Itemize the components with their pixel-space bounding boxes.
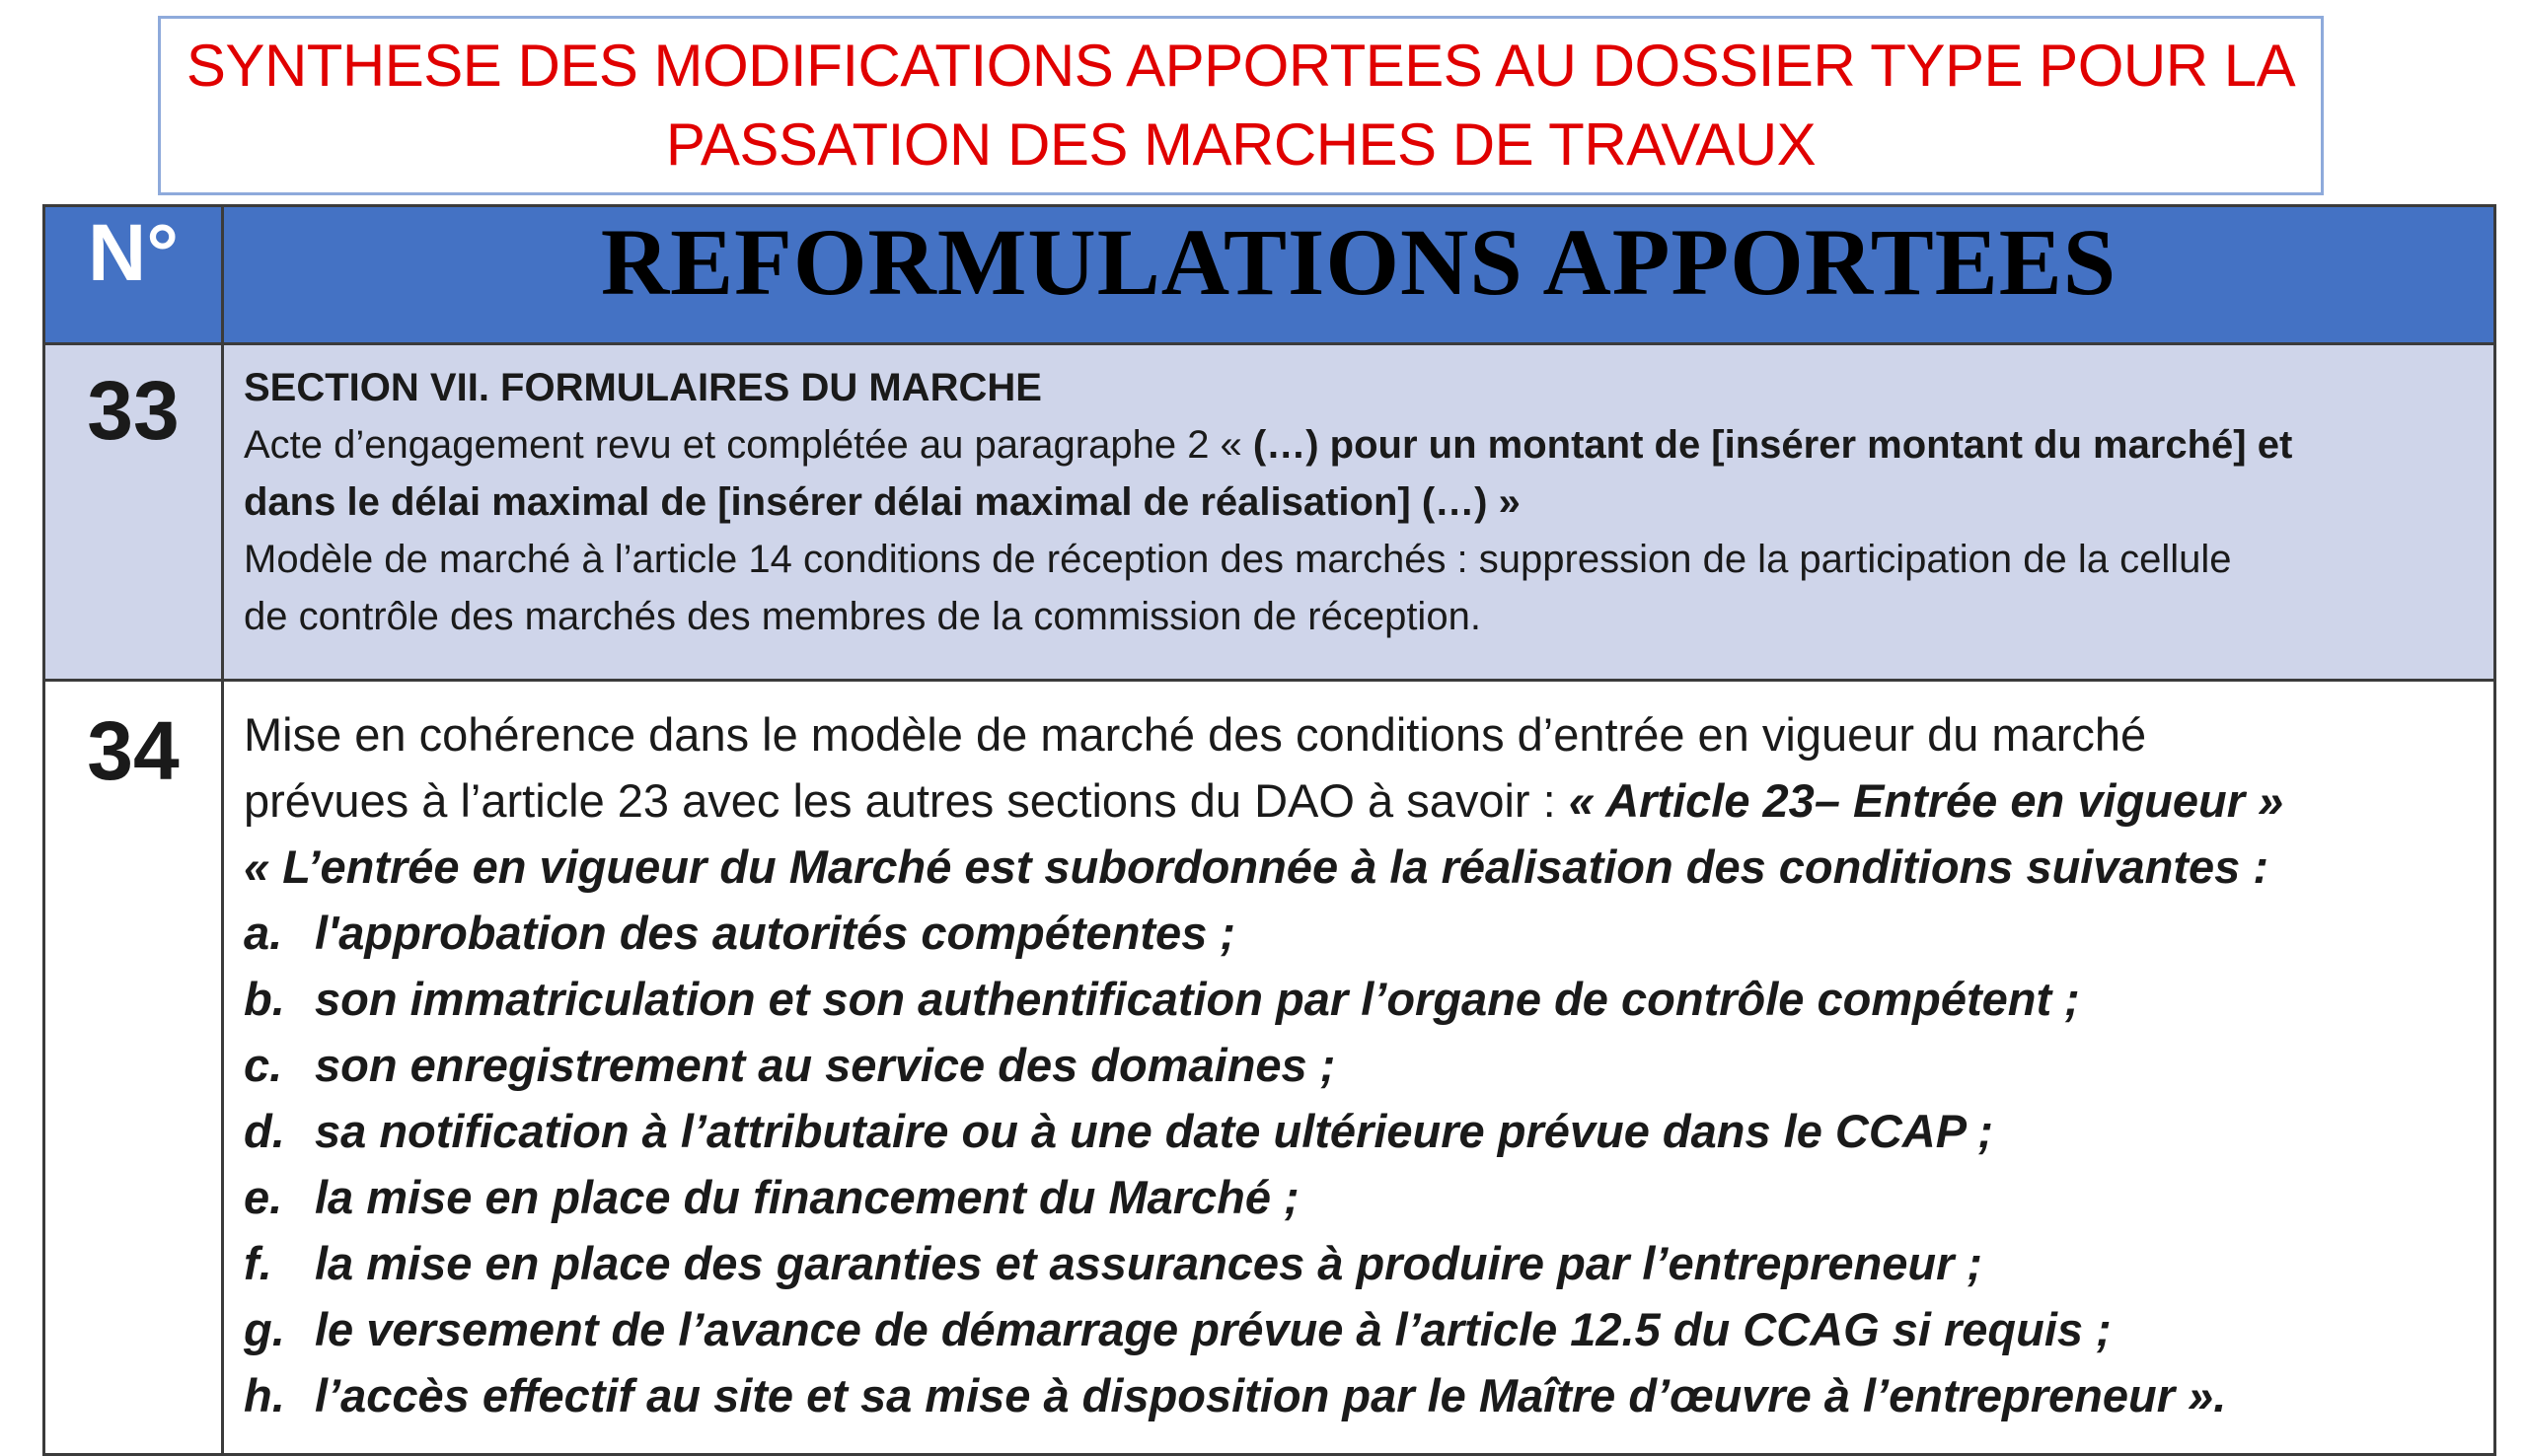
reformulations-table xyxy=(42,204,2496,1456)
condition-text: l’accès effectif au site et sa mise à disposition par le Maître d’œuvre à l’entrepreneur ». xyxy=(315,1369,2227,1421)
condition-letter: b. xyxy=(244,973,285,1025)
condition-letter: c. xyxy=(244,1039,283,1091)
condition-item xyxy=(244,1296,2474,1362)
row-number-33: 33 xyxy=(44,344,223,681)
paragraph-acte-engagement-line-2 xyxy=(244,473,2474,531)
title-line-1: SYNTHESE DES MODIFICATIONS APPORTEES AU DOSSIER TYPE POUR LA xyxy=(186,33,2296,99)
intro-line-2-text: prévues à l’article 23 avec les autres sections du DAO à savoir : xyxy=(244,774,1569,827)
condition-item xyxy=(244,1230,2474,1296)
condition-letter: f. xyxy=(244,1237,272,1289)
header-number: N° xyxy=(44,206,223,344)
condition-item xyxy=(244,1362,2474,1428)
title-box xyxy=(158,16,2324,195)
condition-item xyxy=(244,1098,2474,1164)
condition-text: son enregistrement au service des domaines ; xyxy=(315,1039,1336,1091)
condition-text: le versement de l’avance de démarrage prévue à l’article 12.5 du CCAG si requis ; xyxy=(315,1303,2112,1355)
table-header-row xyxy=(44,206,2495,344)
condition-letter: d. xyxy=(244,1105,285,1157)
acte-engagement-quote-a: (…) pour un montant de [insérer montant du marché] et xyxy=(1252,423,2293,467)
conditions-list xyxy=(244,900,2474,1428)
condition-text: l'approbation des autorités compétentes ; xyxy=(315,907,1236,959)
row-content-34 xyxy=(223,681,2495,1455)
intro-line-1: Mise en cohérence dans le modèle de marché des conditions d’entrée en vigueur du marché xyxy=(244,708,2147,761)
header-title: REFORMULATIONS APPORTEES xyxy=(223,206,2495,344)
condition-item xyxy=(244,900,2474,966)
table-row-33 xyxy=(44,344,2495,681)
condition-letter: h. xyxy=(244,1369,285,1421)
row-content-33 xyxy=(223,344,2495,681)
condition-letter: a. xyxy=(244,907,283,959)
paragraph-modele-marche-line-1: Modèle de marché à l’article 14 conditions de réception des marchés : suppression de la participation de la cellule xyxy=(244,538,2232,581)
row-number-34: 34 xyxy=(44,681,223,1455)
table-row-34 xyxy=(44,681,2495,1455)
condition-letter: e. xyxy=(244,1171,283,1223)
acte-engagement-text: Acte d’engagement revu et complétée au paragraphe 2 « xyxy=(244,423,1253,467)
conditions-quote: « L’entrée en vigueur du Marché est subordonnée à la réalisation des conditions suivantes : xyxy=(244,840,2268,893)
condition-text: la mise en place du financement du Marché ; xyxy=(315,1171,1300,1223)
title-line-2: PASSATION DES MARCHES DE TRAVAUX xyxy=(665,111,1817,178)
condition-item xyxy=(244,1032,2474,1098)
article-23-title: « Article 23– Entrée en vigueur » xyxy=(1568,774,2284,827)
condition-text: sa notification à l’attributaire ou à une date ultérieure prévue dans le CCAP ; xyxy=(315,1105,1994,1157)
intro-line-2 xyxy=(244,767,2474,834)
paragraph-acte-engagement-line-1 xyxy=(244,416,2474,473)
section-title: SECTION VII. FORMULAIRES DU MARCHE xyxy=(244,366,1042,409)
acte-engagement-quote-b: dans le délai maximal de [insérer délai maximal de réalisation] (…) » xyxy=(244,480,1521,524)
condition-text: la mise en place des garanties et assurances à produire par l’entrepreneur ; xyxy=(315,1237,1983,1289)
condition-item xyxy=(244,966,2474,1032)
condition-letter: g. xyxy=(244,1303,285,1355)
condition-text: son immatriculation et son authentification par l’organe de contrôle compétent ; xyxy=(315,973,2080,1025)
condition-item xyxy=(244,1164,2474,1230)
paragraph-modele-marche-line-2: de contrôle des marchés des membres de la commission de réception. xyxy=(244,595,1481,638)
